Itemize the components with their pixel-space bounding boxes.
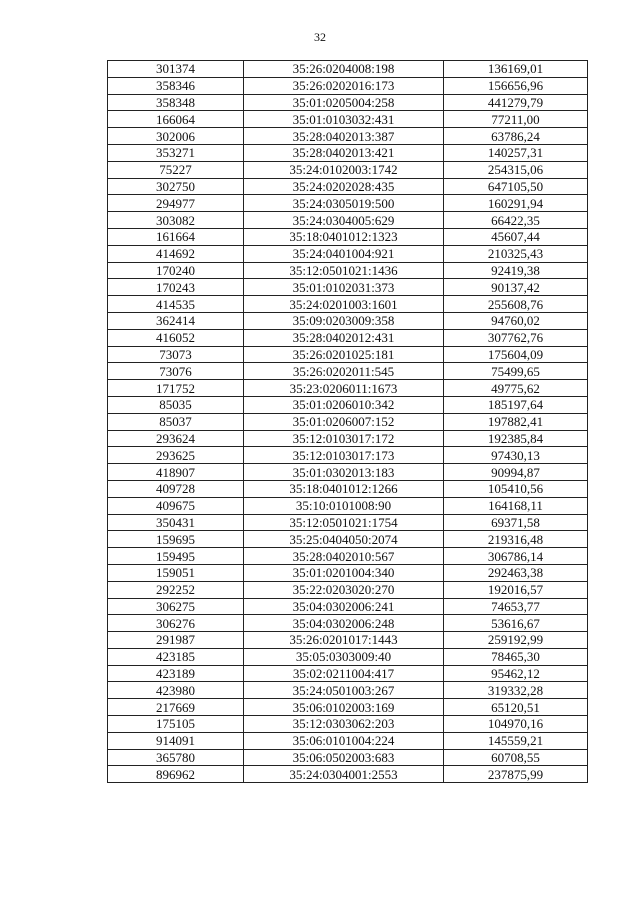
row-id-cell: 303082 xyxy=(108,212,244,229)
table-row xyxy=(108,564,588,581)
row-id-cell: 416052 xyxy=(108,329,244,346)
row-id-cell: 423185 xyxy=(108,648,244,665)
table-row xyxy=(108,195,588,212)
table-row xyxy=(108,94,588,111)
cadastral-number-cell: 35:28:0402013:421 xyxy=(244,144,444,161)
row-id-cell: 294977 xyxy=(108,195,244,212)
row-id-cell: 306276 xyxy=(108,615,244,632)
table-row xyxy=(108,766,588,783)
cadastral-number-cell: 35:01:0206007:152 xyxy=(244,413,444,430)
value-cell: 90994,87 xyxy=(444,464,588,481)
table-row xyxy=(108,531,588,548)
row-id-cell: 423189 xyxy=(108,665,244,682)
table-row xyxy=(108,61,588,78)
value-cell: 306786,14 xyxy=(444,548,588,565)
value-cell: 53616,67 xyxy=(444,615,588,632)
table-row xyxy=(108,480,588,497)
table-row xyxy=(108,447,588,464)
cadastral-number-cell: 35:28:0402012:431 xyxy=(244,329,444,346)
row-id-cell: 302006 xyxy=(108,128,244,145)
table-row xyxy=(108,497,588,514)
value-cell: 647105,50 xyxy=(444,178,588,195)
row-id-cell: 75227 xyxy=(108,161,244,178)
row-id-cell: 414535 xyxy=(108,296,244,313)
value-cell: 78465,30 xyxy=(444,648,588,665)
row-id-cell: 159495 xyxy=(108,548,244,565)
value-cell: 136169,01 xyxy=(444,61,588,78)
row-id-cell: 301374 xyxy=(108,61,244,78)
value-cell: 319332,28 xyxy=(444,682,588,699)
table-row xyxy=(108,682,588,699)
cadastral-number-cell: 35:24:0501003:267 xyxy=(244,682,444,699)
cadastral-number-cell: 35:23:0206011:1673 xyxy=(244,380,444,397)
cadastral-number-cell: 35:18:0401012:1266 xyxy=(244,480,444,497)
cadastral-number-cell: 35:01:0103032:431 xyxy=(244,111,444,128)
cadastral-number-cell: 35:26:0202016:173 xyxy=(244,77,444,94)
cadastral-number-cell: 35:24:0304005:629 xyxy=(244,212,444,229)
row-id-cell: 358348 xyxy=(108,94,244,111)
page-number: 32 xyxy=(314,30,326,44)
value-cell: 192385,84 xyxy=(444,430,588,447)
value-cell: 63786,24 xyxy=(444,128,588,145)
cadastral-number-cell: 35:04:0302006:248 xyxy=(244,615,444,632)
value-cell: 92419,38 xyxy=(444,262,588,279)
cadastral-number-cell: 35:12:0103017:173 xyxy=(244,447,444,464)
row-id-cell: 170243 xyxy=(108,279,244,296)
cadastral-number-cell: 35:12:0303062:203 xyxy=(244,716,444,733)
row-id-cell: 414692 xyxy=(108,245,244,262)
table-row xyxy=(108,262,588,279)
table-row xyxy=(108,648,588,665)
value-cell: 45607,44 xyxy=(444,228,588,245)
value-cell: 164168,11 xyxy=(444,497,588,514)
cadastral-number-cell: 35:01:0206010:342 xyxy=(244,396,444,413)
value-cell: 156656,96 xyxy=(444,77,588,94)
table-row xyxy=(108,212,588,229)
value-cell: 259192,99 xyxy=(444,632,588,649)
row-id-cell: 292252 xyxy=(108,581,244,598)
cadastral-number-cell: 35:12:0103017:172 xyxy=(244,430,444,447)
table-row xyxy=(108,111,588,128)
row-id-cell: 306275 xyxy=(108,598,244,615)
cadastral-number-cell: 35:01:0302013:183 xyxy=(244,464,444,481)
cadastral-number-cell: 35:09:0203009:358 xyxy=(244,312,444,329)
table-row xyxy=(108,296,588,313)
row-id-cell: 418907 xyxy=(108,464,244,481)
value-cell: 77211,00 xyxy=(444,111,588,128)
table-row xyxy=(108,615,588,632)
table-row xyxy=(108,749,588,766)
cadastral-number-cell: 35:22:0203020:270 xyxy=(244,581,444,598)
value-cell: 94760,02 xyxy=(444,312,588,329)
value-cell: 75499,65 xyxy=(444,363,588,380)
row-id-cell: 73073 xyxy=(108,346,244,363)
row-id-cell: 171752 xyxy=(108,380,244,397)
row-id-cell: 85037 xyxy=(108,413,244,430)
cadastral-number-cell: 35:04:0302006:241 xyxy=(244,598,444,615)
table-row xyxy=(108,430,588,447)
table-row xyxy=(108,128,588,145)
cadastral-number-cell: 35:06:0102003:169 xyxy=(244,699,444,716)
value-cell: 254315,06 xyxy=(444,161,588,178)
value-cell: 219316,48 xyxy=(444,531,588,548)
value-cell: 237875,99 xyxy=(444,766,588,783)
row-id-cell: 302750 xyxy=(108,178,244,195)
row-id-cell: 175105 xyxy=(108,716,244,733)
row-id-cell: 170240 xyxy=(108,262,244,279)
table-row xyxy=(108,245,588,262)
row-id-cell: 365780 xyxy=(108,749,244,766)
table-row xyxy=(108,312,588,329)
table-row xyxy=(108,665,588,682)
cadastral-number-cell: 35:24:0304001:2553 xyxy=(244,766,444,783)
row-id-cell: 217669 xyxy=(108,699,244,716)
value-cell: 210325,43 xyxy=(444,245,588,262)
row-id-cell: 73076 xyxy=(108,363,244,380)
value-cell: 90137,42 xyxy=(444,279,588,296)
row-id-cell: 159051 xyxy=(108,564,244,581)
cadastral-number-cell: 35:24:0202028:435 xyxy=(244,178,444,195)
value-cell: 65120,51 xyxy=(444,699,588,716)
cadastral-number-cell: 35:26:0201025:181 xyxy=(244,346,444,363)
value-cell: 292463,38 xyxy=(444,564,588,581)
cadastral-number-cell: 35:24:0102003:1742 xyxy=(244,161,444,178)
cadastral-number-cell: 35:10:0101008:90 xyxy=(244,497,444,514)
value-cell: 104970,16 xyxy=(444,716,588,733)
value-cell: 145559,21 xyxy=(444,732,588,749)
table-row xyxy=(108,699,588,716)
cadastral-number-cell: 35:02:0211004:417 xyxy=(244,665,444,682)
value-cell: 74653,77 xyxy=(444,598,588,615)
cadastral-number-cell: 35:28:0402013:387 xyxy=(244,128,444,145)
row-id-cell: 350431 xyxy=(108,514,244,531)
value-cell: 441279,79 xyxy=(444,94,588,111)
table-row xyxy=(108,380,588,397)
row-id-cell: 353271 xyxy=(108,144,244,161)
value-cell: 197882,41 xyxy=(444,413,588,430)
table-row xyxy=(108,144,588,161)
row-id-cell: 161664 xyxy=(108,228,244,245)
value-cell: 69371,58 xyxy=(444,514,588,531)
cadastral-number-cell: 35:24:0401004:921 xyxy=(244,245,444,262)
value-cell: 97430,13 xyxy=(444,447,588,464)
table-row xyxy=(108,732,588,749)
table-row xyxy=(108,178,588,195)
cadastral-number-cell: 35:24:0305019:500 xyxy=(244,195,444,212)
table-row xyxy=(108,598,588,615)
row-id-cell: 423980 xyxy=(108,682,244,699)
cadastral-number-cell: 35:06:0101004:224 xyxy=(244,732,444,749)
row-id-cell: 409728 xyxy=(108,480,244,497)
table-row xyxy=(108,396,588,413)
value-cell: 192016,57 xyxy=(444,581,588,598)
value-cell: 66422,35 xyxy=(444,212,588,229)
row-id-cell: 291987 xyxy=(108,632,244,649)
table-row xyxy=(108,548,588,565)
row-id-cell: 362414 xyxy=(108,312,244,329)
cadastral-number-cell: 35:05:0303009:40 xyxy=(244,648,444,665)
table-row xyxy=(108,279,588,296)
cadastral-number-cell: 35:26:0202011:545 xyxy=(244,363,444,380)
row-id-cell: 159695 xyxy=(108,531,244,548)
table-row xyxy=(108,464,588,481)
value-cell: 140257,31 xyxy=(444,144,588,161)
table-row xyxy=(108,161,588,178)
row-id-cell: 914091 xyxy=(108,732,244,749)
value-cell: 105410,56 xyxy=(444,480,588,497)
table-body xyxy=(108,61,588,783)
cadastral-number-cell: 35:12:0501021:1754 xyxy=(244,514,444,531)
row-id-cell: 358346 xyxy=(108,77,244,94)
row-id-cell: 409675 xyxy=(108,497,244,514)
table-row xyxy=(108,77,588,94)
value-cell: 95462,12 xyxy=(444,665,588,682)
row-id-cell: 293625 xyxy=(108,447,244,464)
value-cell: 307762,76 xyxy=(444,329,588,346)
table-row xyxy=(108,581,588,598)
table-row xyxy=(108,413,588,430)
table-row xyxy=(108,632,588,649)
table-row xyxy=(108,228,588,245)
value-cell: 49775,62 xyxy=(444,380,588,397)
cadastral-number-cell: 35:12:0501021:1436 xyxy=(244,262,444,279)
cadastral-number-cell: 35:24:0201003:1601 xyxy=(244,296,444,313)
cadastral-number-cell: 35:25:0404050:2074 xyxy=(244,531,444,548)
cadastral-number-cell: 35:26:0204008:198 xyxy=(244,61,444,78)
row-id-cell: 293624 xyxy=(108,430,244,447)
cadastral-number-cell: 35:18:0401012:1323 xyxy=(244,228,444,245)
value-cell: 60708,55 xyxy=(444,749,588,766)
cadastral-number-cell: 35:01:0201004:340 xyxy=(244,564,444,581)
row-id-cell: 896962 xyxy=(108,766,244,783)
table-row xyxy=(108,363,588,380)
table-row xyxy=(108,514,588,531)
value-cell: 175604,09 xyxy=(444,346,588,363)
value-cell: 185197,64 xyxy=(444,396,588,413)
table-row xyxy=(108,716,588,733)
value-cell: 255608,76 xyxy=(444,296,588,313)
cadastral-number-cell: 35:06:0502003:683 xyxy=(244,749,444,766)
row-id-cell: 166064 xyxy=(108,111,244,128)
table-row xyxy=(108,346,588,363)
value-cell: 160291,94 xyxy=(444,195,588,212)
cadastral-number-cell: 35:26:0201017:1443 xyxy=(244,632,444,649)
cadastral-number-cell: 35:01:0102031:373 xyxy=(244,279,444,296)
row-id-cell: 85035 xyxy=(108,396,244,413)
data-table xyxy=(107,60,588,783)
cadastral-number-cell: 35:28:0402010:567 xyxy=(244,548,444,565)
table-row xyxy=(108,329,588,346)
cadastral-number-cell: 35:01:0205004:258 xyxy=(244,94,444,111)
